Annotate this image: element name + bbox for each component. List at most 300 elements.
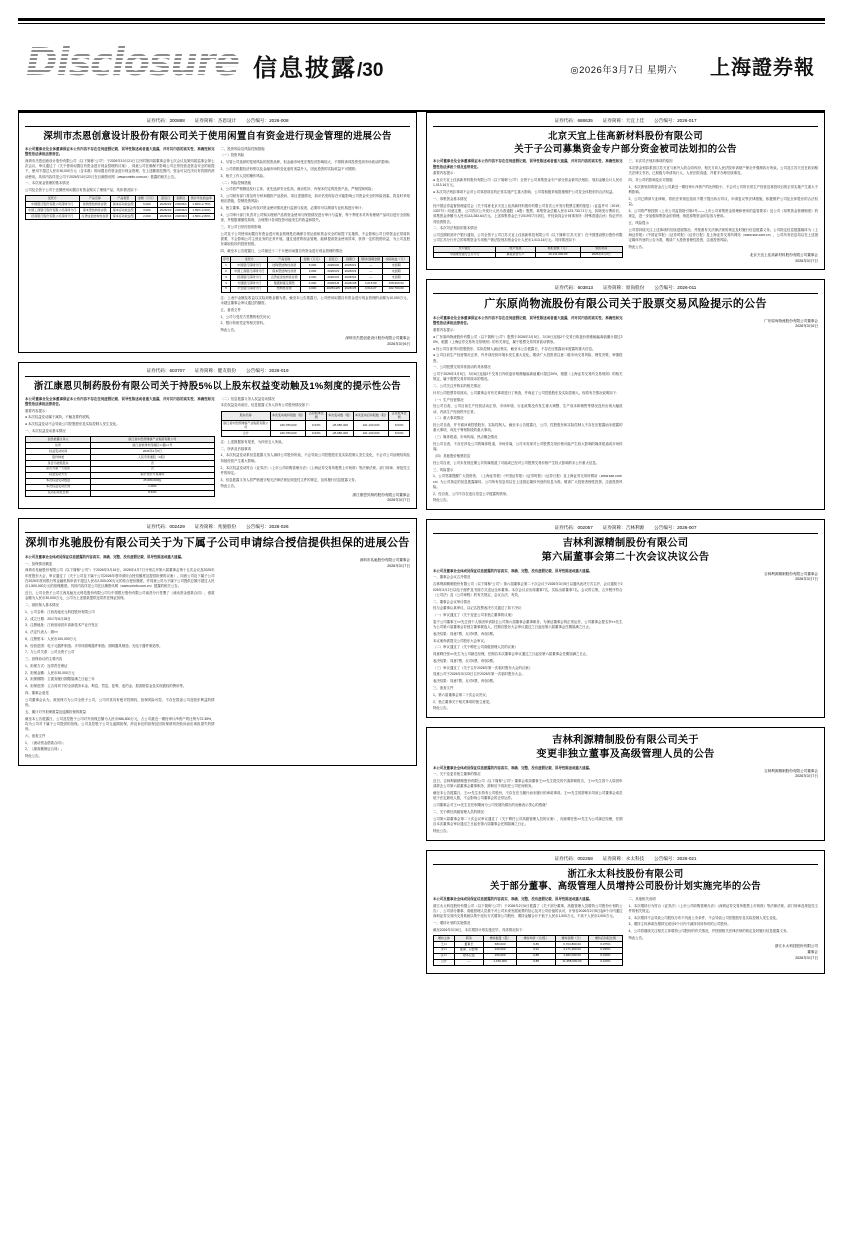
paragraph: 2、经自查，公司不存在违反信息公平披露的情形。 xyxy=(433,491,510,496)
table-row xyxy=(221,431,410,437)
paragraph: ● 本次司法划扣事项不会对公司募投项目的正常实施产生重大影响，公司将积极采取措施维护公司及全体股东的合法权益。 xyxy=(433,190,616,195)
paragraph: 五、风险提示 xyxy=(628,221,649,226)
paragraph: 五、累计对外担保数量及逾期担保的数量 xyxy=(25,709,87,714)
paragraph: 2、公司财务部门将及时分析和跟踪产品投向、项目进展情况，如评估发现存在可能影响公司资金安全的风险因素，将及时采取相应措施，控制投资风险； xyxy=(220,194,410,204)
table-cell: 保本浮动收益型 xyxy=(111,202,136,208)
table-cell: 否 xyxy=(91,466,214,472)
paragraph: 1、公司名称：江西兆驰光元科技股份有限公司 xyxy=(25,609,95,614)
code-rule xyxy=(25,532,410,533)
table-cell: 0.075% xyxy=(589,941,622,947)
article-table-1-wrap xyxy=(25,195,215,220)
signature-line: 2026年3月6日 xyxy=(387,342,410,347)
paragraph: 四、对公司的影响及应对措施 xyxy=(628,178,673,183)
table-cell: 9.88 xyxy=(517,953,556,959)
table-cell: -25,680,000 xyxy=(327,421,354,431)
table-header-cell: 增持数量（股） xyxy=(483,935,516,941)
article-headline: 广东原尚物流股份有限公司关于股票交易风险提示的公告 xyxy=(484,297,767,310)
table-cell: 未到期 xyxy=(383,269,410,275)
paragraph: 3、增持主体承诺在增持完成后6个月内不减持其所持有的公司股份。 xyxy=(628,922,731,927)
paragraph: 浙江永太科技股份有限公司（以下简称“公司”）于2026年2月6日披露了《关于部分董事、高级管理人员增持公司股份计划的公告》，公司部分董事、高级管理人员基于对公司未来发展前景的信心及对公司价值的认可，计划自2026年2月5日起6个月内通过深圳证券交易所交易系统以集中竞价方式增持公司股份，增持金额合计不低于人民币1,000万元，不高于人民币2,000万元。 xyxy=(433,903,623,919)
article-headline: 浙江康恩贝制药股份有限公司关于持股5%以上股东权益变动触及1%刻度的提示性公告 xyxy=(34,379,401,391)
table-cell: 1.50%-2.80% xyxy=(189,214,214,220)
table-header-cell: 起息日 xyxy=(158,196,173,202)
table-cell: 集中竞价交易减持 xyxy=(91,472,214,478)
paragraph: 1、第六届董事会第二十次会议决议； xyxy=(433,692,490,697)
table-cell: 2026/3/4 xyxy=(324,275,342,281)
table-cell: 中国建设银行江苏分行 xyxy=(434,252,496,258)
paragraph: 公司及全资子公司于近期使用闲置自有资金购买了理财产品，具体情况如下： xyxy=(25,188,141,193)
table-cell: 680,000 xyxy=(483,941,516,947)
masthead-rules xyxy=(18,18,825,24)
paragraph: 特此公告。 xyxy=(628,935,646,940)
paragraph: （二）信息披露义务人权益变动情况 xyxy=(220,396,275,401)
table-cell: 是否为第一大股东 xyxy=(26,466,91,472)
table-cell: 2026/6/3 xyxy=(342,269,358,275)
article-lead xyxy=(433,316,623,327)
paragraph: 经公司自查，公司未发现近期公共传媒报道了可能或已经对公司股票交易价格产生较大影响的未公开重大信息。 xyxy=(433,460,600,465)
paragraph: 公司董事会对王××先生在任职期间为公司发展所做出的贡献表示衷心的感谢！ xyxy=(433,803,549,808)
article-body xyxy=(25,147,410,348)
table-header-cell: 增持后持股比例 xyxy=(589,935,622,941)
paragraph: 特此公告。 xyxy=(220,484,238,489)
article-body-col xyxy=(433,897,623,969)
article-headline: 深圳市兆驰股份有限公司关于为下属子公司申请综合授信提供担保的进展公告 xyxy=(25,537,410,550)
paragraph: 三、担保协议的主要内容 xyxy=(25,657,63,662)
table-cell: 2026/3/8 xyxy=(342,280,358,286)
table-header-cell: 增持主体 xyxy=(434,935,455,941)
paragraph: 一、本次现金管理的基本情况 xyxy=(25,181,70,186)
article-lead xyxy=(25,147,215,158)
table-cell: 320,000 xyxy=(483,947,516,953)
table-cell: 150,000 xyxy=(483,953,516,959)
table-cell: 10,131,600.00 xyxy=(535,252,580,258)
article-body-col xyxy=(221,397,411,504)
article-lead xyxy=(433,897,623,902)
code-item: 证券简称：天宜上佳 xyxy=(602,118,645,123)
article-table-1-wrap xyxy=(25,436,215,496)
code-item: 证券代码：688635 xyxy=(554,118,593,123)
article-codes xyxy=(25,368,410,374)
article-headline: 深圳市杰恩创意设计股份有限公司关于使用闲置自有资金进行现金管理的进展公告 xyxy=(43,130,392,141)
article-lead xyxy=(25,397,215,408)
signature-line: 吉林利源精制股份有限公司董事会 xyxy=(764,571,818,576)
article-a3 xyxy=(426,279,825,510)
article-headline: 吉林利源精制股份有限公司 第六届董事会第二十次会议决议公告 xyxy=(541,538,710,563)
signature-line: 浙江康恩贝制药股份有限公司董事会 xyxy=(352,492,410,497)
article-paragraphs-1 xyxy=(25,409,215,435)
table-cell: 住所 xyxy=(26,443,91,449)
paragraph: 1、公司与受托方签署的相关协议； xyxy=(220,314,274,319)
signature-line: 北京天宜上佳高新材料股份有限公司董事会 xyxy=(749,253,818,258)
signature-line: 2026年3月7日 xyxy=(795,774,818,779)
table-cell: 财务总监 xyxy=(454,953,483,959)
article-codes xyxy=(25,524,410,530)
article-a6 xyxy=(426,727,825,840)
table-cell: 中国银行股份有限公司深圳分行 xyxy=(26,202,80,208)
paragraph: 深圳市兆驰股份有限公司（以下简称“公司”）于2026年3月16日、2026年4月7日分别召开第六届董事会第十五次会议及2025年年度股东大会，审议通过了《关于公司及下属子公司2026年度申请综合授信额度及提供担保的议案》，同意公司及下属子公司在2026年度向银行等金融机构申请不超过人民币2,000,000万元的综合授信额度，并同意公司为下属子公司提供总额不超过人民币1,500,000万元的担保额度。具体内容详见公司在巨潮资讯网（www.cninfo.com.cn）披露的相关公告。 xyxy=(25,568,215,589)
table-header-cell: 股东名称 xyxy=(221,411,270,421)
table-cell: 2,000 xyxy=(136,214,158,220)
paragraph: 一、担保情况概述 xyxy=(25,561,53,566)
table-cell: 221,100,000 xyxy=(353,421,388,431)
table-cell: 4,000 xyxy=(301,280,324,286)
paragraph: 2、担保金额：人民币30,000万元 xyxy=(25,670,75,675)
table-cell: 招商银行深圳分行 xyxy=(231,275,268,281)
table-header-cell: 金额（万元） xyxy=(136,196,158,202)
table-cell: 本次权益变动比例 xyxy=(26,484,91,490)
paragraph: 特此公告。 xyxy=(433,498,450,503)
table-header-cell: 金额（万元） xyxy=(301,257,324,263)
table-cell: 2026/3/2 xyxy=(324,263,342,269)
paragraph: 1、本次增持行为符合《证券法》《上市公司收购管理办法》《深圳证券交易所股票上市规则》等法律法规、部门规章及规范性文件的相关规定。 xyxy=(628,903,818,913)
table-cell: 0.035% xyxy=(589,947,622,953)
article-table-2-wrap xyxy=(221,256,411,293)
table-cell: 保本浮动收益型 xyxy=(111,214,136,220)
table-row xyxy=(434,252,623,258)
table-cell: 9.86 xyxy=(517,941,556,947)
table-cell: 张×× xyxy=(434,953,455,959)
article-a8 xyxy=(426,850,825,974)
table-cell: 3,010.27 xyxy=(359,286,383,292)
table-cell: 保本型结构性存款 xyxy=(268,269,301,275)
article-paragraphs-1 xyxy=(433,171,623,243)
code-item: 公告编号：2026-019 xyxy=(246,367,289,373)
paragraph: 针对公司股票异常波动，公司董事会对有关事项进行了核查，并询证了公司控股股东及实际控制人，现将有关情况说明如下： xyxy=(433,390,620,395)
table-row xyxy=(26,490,215,496)
table-cell: 变动后持股比例 xyxy=(26,490,91,496)
paragraph: 二、所涉及后续事项 xyxy=(220,446,252,451)
paragraph: 1、尽管公司选择的是低风险的投资品种，但金融市场受宏观经济影响较大，不排除该项投资受到市场波动的影响； xyxy=(220,160,392,165)
table-header-cell: 产品名称 xyxy=(268,257,301,263)
code-rule xyxy=(433,126,818,127)
article-paragraphs-1 xyxy=(25,562,215,760)
column-right xyxy=(426,112,825,1242)
paragraph: 2、本次权益变动符合《证券法》《上市公司收购管理办法》《上海证券交易所股票上市规则》等法律法规、部门规章、规范性文件的规定。 xyxy=(220,465,410,475)
table-cell: 3,171,200.00 xyxy=(555,947,588,953)
table-cell: 102,700.00 xyxy=(383,286,410,292)
paragraph: 1、《流动资金借款合同》； xyxy=(25,740,66,745)
article-table-2 xyxy=(221,411,411,437)
code-item: 证券简称：兆驰股份 xyxy=(194,524,237,530)
article-table-2 xyxy=(221,256,411,293)
paragraph: 深圳市杰恩创意设计股份有限公司（以下简称“公司”）于2026年10月21日召开的第四届董事会第七次会议及第四届监事会第七次会议，审议通过了《关于使用闲置自有资金进行现金管理的议案》，同意公司在确保不影响公司正常经营及资金安全的前提下，使用不超过人民币30,000万元（含本数）的闲置自有资金进行现金管理，在上述额度范围内，资金可以在决议有效期内滚动使用。具体内容详见公司于2026年10月22日在巨潮资讯网（www.cninfo.com.cn）披露的相关公告。 xyxy=(25,158,215,179)
code-item: 证券代码：603813 xyxy=(554,284,593,290)
paragraph: ● 本次权益变动不会导致公司控股股东及实际控制人发生变化。 xyxy=(25,422,120,427)
signature-line: 2026年3月7日 xyxy=(387,498,410,503)
table-cell: 挂钩型结构性存款 xyxy=(268,263,301,269)
masthead-date: ◎2026年3月7日 星期六 xyxy=(570,65,677,76)
signature-line: 2026年3月7日 xyxy=(795,955,818,960)
paragraph: 2、本次增持不会导致公司股权分布不具备上市条件，不会导致公司控股股东及实际控制人发生变化。 xyxy=(628,915,780,920)
table-header-cell: 占总股本比例 xyxy=(389,411,410,421)
table-cell: 结构性存款 xyxy=(268,286,301,292)
table-header-cell: 职务 xyxy=(454,935,483,941)
table-header-cell: 划扣时间 xyxy=(581,246,623,252)
paragraph: 4、公司审计部门负责对公司购买理财产品的资金使用与保管情况进行审计与监督，每个季度末对所有理财产品项目进行全面检查，并根据谨慎性原则，合理预计各项投资可能发生的收益和损失。 xyxy=(220,212,410,223)
table-row xyxy=(221,286,410,292)
masthead xyxy=(18,18,825,112)
lead-paragraph: 本公司董事会及全体董事保证本公告内容不存在任何虚假记载、误导性陈述或者重大遗漏，并对其内容的真实性、准确性和完整性依法承担法律责任。 xyxy=(25,146,215,156)
table-header-cell: 到期日 xyxy=(173,196,188,202)
paragraph: 表决结果：同意7票，反对0票，弃权0票。 xyxy=(433,658,497,663)
paragraph: ● 本次权益变动属于减持，不触及要约收购。 xyxy=(25,415,93,420)
article-body xyxy=(433,316,818,505)
table-cell: 2026/3/5 xyxy=(342,286,358,292)
paragraph: （一）生产经营情况 xyxy=(433,397,464,402)
article-body xyxy=(433,766,818,836)
article-table-1 xyxy=(433,935,623,966)
paragraph: 鉴于公司董事王××先生因个人原因申请辞去公司第六届董事会董事职务，为保证董事会的正常运作，公司董事会提名李××先生为公司第六届董事会非独立董事候选人，任期自股东大会审议通过之日起至第六届董事会任期届满之日止。 xyxy=(433,619,623,630)
table-cell: — xyxy=(454,959,483,965)
code-item: 公告编号：2026-007 xyxy=(654,525,697,531)
table-row xyxy=(26,214,215,220)
table-cell: 3,000 xyxy=(136,208,158,214)
table-header-cell: 序号 xyxy=(222,256,229,261)
signature-line: 浙江永太科技股份有限公司 xyxy=(774,944,818,949)
table-header-cell: 增持均价（元/股） xyxy=(517,935,556,941)
paragraph: 一、增持计划的实施情况 xyxy=(433,920,471,925)
paragraph: 一、公司股票交易异常波动的具体情况 xyxy=(433,365,491,370)
paragraph: 经公司自查，不存在涉及公司的媒体报道、市场传闻，公司未发现对公司股票交易价格可能产生较大影响的媒体报道或市场传闻。 xyxy=(433,442,623,452)
article-paragraphs-2 xyxy=(221,397,411,409)
table-header-cell: 增持金额（元） xyxy=(555,935,588,941)
article-lead xyxy=(433,766,623,771)
masthead-brand-cn: 信息披露 xyxy=(253,55,357,82)
paragraph: 1、本次权益变动系信息披露义务人减持公司股份所致，不会导致公司控股股东及实际控制人发生变化，不会对公司治理结构及持续经营产生重大影响。 xyxy=(220,453,410,463)
table-header-cell: 开户银行 xyxy=(434,246,496,252)
article-codes xyxy=(433,525,818,531)
table-cell: 本次权益变动数量 xyxy=(26,478,91,484)
paragraph: ● 经公司自查并向控股股东、实际控制人函证核实，截至本公告披露日，不存在应披露而未披露的重大信息。 xyxy=(433,346,596,351)
article-body xyxy=(25,555,410,761)
paragraph: 表决结果：同意7票，反对0票，弃权0票。 xyxy=(433,679,497,684)
paragraph: 二、其他相关说明 xyxy=(628,896,656,901)
code-item: 公告编号：2026-011 xyxy=(654,284,697,290)
paragraph: 一、董事会会议召开情况 xyxy=(433,575,471,580)
code-item: 证券代码：002268 xyxy=(554,855,593,861)
paragraph: （二）重大事项情况 xyxy=(433,416,464,421)
table-cell: 1.00% xyxy=(91,484,214,490)
table-cell: 11,358,000.00 xyxy=(555,959,588,965)
article-paragraphs-1 xyxy=(433,575,623,711)
table-header-cell: 实际收益（元） xyxy=(383,257,410,263)
article-codes xyxy=(433,118,818,124)
table-cell: 王×× xyxy=(434,941,455,947)
paragraph: 3、担保期限：主债务履行期限届满之日起三年 xyxy=(25,677,95,682)
paragraph: ● 广东原尚物流股份有限公司（以下简称“公司”）股票于2026年3月5日、3月6日连续2个交易日收盘价格涨幅偏离值累计超过20%，根据《上海证券交易所交易规则》的有关规定，属于股票交易异常波动情形。 xyxy=(433,334,623,344)
table-cell: 中国工商银行深圳分行 xyxy=(231,269,268,275)
code-item: 公告编号：2026-026 xyxy=(246,524,289,530)
code-item: 证券简称：杰恩设计 xyxy=(194,118,237,123)
paragraph: 四、董事会意见 xyxy=(25,691,49,695)
table-cell: 董事、总经理 xyxy=(454,947,483,953)
article-paragraphs-2 xyxy=(629,897,819,941)
table-cell: 2026/3/3 xyxy=(324,269,342,275)
table-cell: 2026/3/2 xyxy=(159,201,172,206)
table-cell: 3,000 xyxy=(301,286,324,292)
paragraph: 公司第六届董事会第二十次会议审议通过了《关于聘任公司高级管理人员的议案》，同意聘任张××先生为公司副总经理，任期自本次董事会审议通过之日起至第六届董事会任期届满之日止。 xyxy=(433,816,623,826)
table-cell: 2026/3/4 xyxy=(159,213,172,218)
table-header-cell: 划扣金额（元） xyxy=(535,246,580,252)
article-body xyxy=(433,159,818,264)
paragraph: （一）投资风险 xyxy=(220,153,245,158)
paragraph: 重要内容提示： xyxy=(433,171,457,176)
table-cell: 合计 xyxy=(434,959,455,965)
article-notes xyxy=(221,296,411,334)
paragraph: 同意公司于2026年3月23日召开2026年第一次临时股东大会。 xyxy=(433,672,525,677)
table-cell: 0.016% xyxy=(589,953,622,959)
table-header-cell: 账户性质 xyxy=(496,246,536,252)
article-notes xyxy=(221,440,411,490)
article-a7 xyxy=(18,518,417,766)
paragraph: 二、关于聘任高级管理人员的情况 xyxy=(433,809,484,814)
table-cell: 246,780,000 xyxy=(270,431,305,437)
table-cell: 2 xyxy=(221,269,231,275)
article-table-1-wrap xyxy=(433,935,623,966)
signature-line: 吉林利源精制股份有限公司董事会 xyxy=(764,768,818,773)
table-row xyxy=(434,959,623,965)
table-header-cell: 本次变动数（股） xyxy=(327,411,354,421)
signature-line: 2026年3月6日 xyxy=(795,324,818,329)
paragraph: 3、信息披露义务人将严格遵守相关法律法规及规范性文件的规定，及时履行信息披露义务。 xyxy=(220,477,359,482)
article-body-col xyxy=(25,397,215,504)
article-headline: 浙江永太科技股份有限公司 关于部分董事、高级管理人员增持公司股份计划实施完毕的公告 xyxy=(490,867,761,892)
table-cell: 246,780,000 xyxy=(270,421,305,431)
article-lead xyxy=(433,569,623,574)
code-rule xyxy=(433,293,818,294)
article-body xyxy=(25,397,410,504)
table-cell: — xyxy=(359,263,383,269)
paragraph: 经公司自查，公司目前生产经营活动正常，市场环境、行业政策没有发生重大调整、生产成本和销售等情况没有出现大幅波动、内部生产经营秩序正常。 xyxy=(433,404,623,414)
table-cell: 2026年3月3日 xyxy=(581,252,623,258)
paragraph: 特此公告。 xyxy=(433,828,450,833)
table-cell: 李×× xyxy=(434,947,455,953)
paragraph: 一、募集资金基本情况 xyxy=(433,196,467,201)
table-cell: 董事长 xyxy=(454,941,483,947)
table-cell: 平安银行深圳分行 xyxy=(231,286,268,292)
article-signature xyxy=(221,558,411,570)
table-header-cell: 赎回/到期金额 xyxy=(359,257,383,263)
signature-line: 2026年3月7日 xyxy=(795,577,818,582)
table-cell: 2026年3月5日 xyxy=(91,449,214,455)
table-cell: 5,000 xyxy=(301,263,324,269)
paragraph: 四、截至本公告披露日，公司最近十二个月使用闲置自有资金进行现金管理的情况 xyxy=(220,248,343,253)
article-a1 xyxy=(18,112,417,353)
article-signature xyxy=(221,493,411,505)
table-cell: 9.63% xyxy=(306,421,327,431)
table-header-cell: 受托方 xyxy=(26,196,80,202)
table-cell: 是否为控股股东 xyxy=(26,460,91,466)
table-cell: 1.60%-2.75% xyxy=(189,202,214,208)
table-cell: 中国银行深圳分行 xyxy=(231,263,268,269)
paragraph: 1、公司将严格筛选发行主体，优先选择安全性高、流动性好、有保本约定的投资产品，严格控制风险； xyxy=(220,187,375,192)
article-codes xyxy=(25,118,410,124)
table-cell: 2025/12/5 xyxy=(324,286,342,292)
code-item: 公告编号：2026-021 xyxy=(654,855,697,861)
paragraph: 3、注册地址：江西省南昌市高新技术产业开发区 xyxy=(25,623,99,628)
code-rule xyxy=(433,864,818,865)
paragraph: 三、备查文件 xyxy=(433,685,454,690)
paragraph: 公司及子公司使用闲置自有资金进行现金管理是在确保日常运营和资金安全的前提下实施的，不会影响公司日常资金正常周转需要，不会影响公司主营业务的正常开展。通过适度的现金管理，能够提高资金使用效率，获得一定的投资收益，为公司及股东谋取较好的投资回报。 xyxy=(220,231,410,247)
paragraph: 2、独立董事关于相关事项的独立意见。 xyxy=(433,699,493,704)
code-rule xyxy=(25,376,410,377)
paragraph: 近日，吉林利源精制股份有限公司（以下简称“公司”）董事会收到董事王××先生提交的书面辞职报告，王××先生因个人原因申请辞去公司第六届董事会董事职务，辞职后不再担任公司任何职务。 xyxy=(433,779,623,789)
table-cell: 浙江省杭州市西湖区××路××号 xyxy=(91,443,214,449)
table-header-cell: 到期日 xyxy=(342,257,358,263)
paragraph: 二、投资风险及风险控制措施 xyxy=(220,146,265,151)
paragraph: 2、银行转账凭证等相关资料。 xyxy=(220,321,267,326)
paragraph: （一）审议通过了《关于变更公司非独立董事的议案》 xyxy=(433,613,515,618)
paragraph: 一、关于变更非独立董事的情况 xyxy=(433,772,481,777)
paragraph: （三）审议通过了《关于召开2026年第一次临时股东大会的议案》 xyxy=(433,665,533,670)
masthead-brand-latin: Disclosure xyxy=(26,40,240,84)
paragraph: 特此公告。 xyxy=(628,245,646,250)
table-header-cell: 产品类型 xyxy=(111,196,136,202)
signature-line: 2026年3月7日 xyxy=(387,563,410,568)
table-cell: 股份种类 xyxy=(26,455,91,461)
article-body-col xyxy=(629,569,819,713)
table-cell: 权益变动方式 xyxy=(26,472,91,478)
paragraph: 2、成立日期：2017年6月28日 xyxy=(25,616,71,621)
article-grid xyxy=(18,112,825,1242)
paragraph: 本议案尚需提交公司股东大会审议。 xyxy=(433,638,488,643)
table-cell: 蕴通财富定期型 xyxy=(268,280,301,286)
table-cell: 权益变动时间 xyxy=(26,449,91,455)
table-cell: — xyxy=(359,275,383,281)
article-body-col xyxy=(629,316,819,505)
table-header-cell: 起息日 xyxy=(324,257,342,263)
code-rule xyxy=(433,533,818,534)
paragraph: （二）风险控制措施 xyxy=(220,180,252,185)
table-header-cell: 占总股本比例 xyxy=(306,411,327,421)
article-body-col xyxy=(433,766,623,836)
article-body-col xyxy=(221,555,411,761)
article-headline: 北京天宜上佳高新材料股份有限公司 关于子公司募集资金专户部分资金被司法划扣的公告 xyxy=(514,130,737,154)
paragraph: 2、《最高额保证合同》。 xyxy=(25,747,65,752)
paragraph: 4、法定代表人：顾×× xyxy=(25,630,58,635)
paragraph: 吉林利源精制股份有限公司（以下简称“公司”）第六届董事会第二十次会议于2026年3月5日以通讯表决方式召开，会议通知于2026年3月2日以电子邮件及书面方式送达全体董事。本次会议应出席董事7名，实际出席董事7名。会议的召集、召开程序符合《公司法》及《公司章程》的有关规定，会议合法、有效。 xyxy=(433,582,623,597)
code-item: 证券简称：永太科技 xyxy=(602,855,645,861)
table-cell: 点贷成金结构性存款 xyxy=(79,214,111,220)
article-body-col xyxy=(433,569,623,713)
paragraph: 截至本公告披露日，公司及控股子公司对外担保总额为人民币986,500万元，占公司最近一期经审计净资产的比例为72.35%，均为公司对下属子公司提供的担保。公司及控股子公司无逾期担保、涉及诉讼的担保及因担保被判决败诉而应承担损失的情形。 xyxy=(25,716,215,732)
paragraph: 特此公告。 xyxy=(220,328,238,333)
paragraph: 注：上述数据如有尾差，为四舍五入所致。 xyxy=(220,439,285,444)
signature-line: 深圳市兆驰股份有限公司董事会 xyxy=(359,557,410,562)
table-cell: 2026/6/3 xyxy=(175,207,187,212)
signature-line: 广东原尚物流股份有限公司董事会 xyxy=(764,318,818,323)
table-cell: 1 xyxy=(221,263,231,269)
table-cell: 158,900.00 xyxy=(383,280,410,286)
paragraph: （四）其他股价敏感信息 xyxy=(433,454,471,459)
paragraph: 2、公司已聘请专业律师，将依法采取包括但不限于提出执行异议、申请复议等法律措施，积极维护公司及全体股东的合法权益。 xyxy=(628,196,818,207)
paragraph: 4、担保范围：主合同项下的全部债务本金、利息、罚息、复利、违约金、损害赔偿金及实现债权的费用等。 xyxy=(25,684,187,689)
paragraph: ● 北京天宜上佳高新材料股份有限公司（以下简称“公司”）全资子公司募集资金专户部分资金被司法划扣，划扣金额合计人民币1,013.16万元。 xyxy=(433,178,623,188)
table-cell: 0.126% xyxy=(589,959,622,965)
paragraph: 同意聘任张××先生为公司副总经理，任期自本次董事会审议通过之日起至第六届董事会任期届满之日止。 xyxy=(433,652,590,657)
article-lead xyxy=(433,159,623,170)
table-cell: 1.55%-2.60% xyxy=(189,208,214,214)
lead-paragraph: 本公司及董事会全体成员保证信息披露的内容真实、准确、完整，没有虚假记载、误导性陈述或重大遗漏。 xyxy=(25,554,185,559)
article-body-col xyxy=(629,766,819,836)
table-cell: 募集资金专户 xyxy=(496,252,536,258)
table-cell: 9.91 xyxy=(517,947,556,953)
paragraph: 截至2026年3月6日，本次增持计划实施完毕，具体情况如下： xyxy=(433,927,526,932)
code-rule xyxy=(25,126,410,127)
article-table-1-wrap xyxy=(433,246,623,259)
paragraph: 5、注册资本：人民币100,000万元 xyxy=(25,636,77,641)
article-body-col xyxy=(433,316,623,505)
